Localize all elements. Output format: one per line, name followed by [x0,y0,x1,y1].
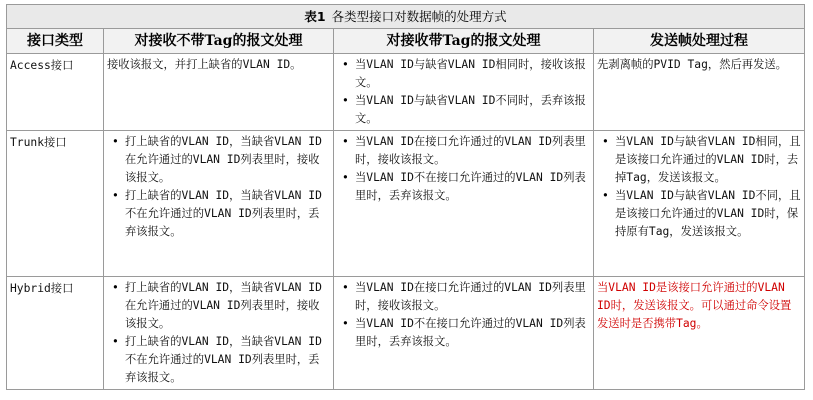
list-item: • 打上缺省的VLAN ID，当缺省VLAN ID不在允许通过的VLAN ID列表里时，丢弃该报文。 [125,333,330,387]
caption-number: 表1 [304,9,326,24]
trunk-send-cell [594,131,805,277]
list-item: • 当VLAN ID与缺省VLAN ID相同，且是该接口允许通过的VLAN ID时，去掉Tag，发送该报文。 [615,133,801,187]
access-tagged-cell [334,54,594,131]
trunk-untagged-list [107,133,330,241]
hybrid-untagged-cell [104,277,334,390]
table-row-access [7,54,805,131]
interface-frame-table [6,4,805,390]
hybrid-untagged-list [107,279,330,387]
list-item: • 当VLAN ID不在接口允许通过的VLAN ID列表里时，丢弃该报文。 [355,315,590,351]
list-item: • 打上缺省的VLAN ID，当缺省VLAN ID不在允许通过的VLAN ID列表里时，丢弃该报文。 [125,187,330,241]
list-item: • 打上缺省的VLAN ID，当缺省VLAN ID在允许通过的VLAN ID列表里时，接收该报文。 [125,279,330,333]
header-row [7,29,805,54]
access-untagged-cell [104,54,334,131]
access-untagged-text: 接收该报文，并打上缺省的VLAN ID。 [107,58,302,71]
row-type-access: Access接口 [7,54,104,131]
access-send-text: 先剥离帧的PVID Tag，然后再发送。 [597,58,787,71]
list-item: • 当VLAN ID在接口允许通过的VLAN ID列表里时，接收该报文。 [355,279,590,315]
list-item: • 当VLAN ID与缺省VLAN ID相同时，接收该报文。 [355,56,590,92]
row-type-trunk: Trunk接口 [7,131,104,277]
header-untagged: 对接收不带Tag的报文处理 [104,29,334,54]
list-item: • 打上缺省的VLAN ID，当缺省VLAN ID在允许通过的VLAN ID列表里时，接收该报文。 [125,133,330,187]
trunk-tagged-cell [334,131,594,277]
list-item: • 当VLAN ID与缺省VLAN ID不同时，丢弃该报文。 [355,92,590,128]
list-item: • 当VLAN ID在接口允许通过的VLAN ID列表里时，接收该报文。 [355,133,590,169]
trunk-send-list [597,133,801,241]
list-item: • 当VLAN ID不在接口允许通过的VLAN ID列表里时，丢弃该报文。 [355,169,590,205]
trunk-untagged-cell [104,131,334,277]
hybrid-tagged-cell [334,277,594,390]
caption-text: 各类型接口对数据帧的处理方式 [331,9,507,24]
table-row-trunk [7,131,805,277]
table-container [6,4,804,390]
header-tagged: 对接收带Tag的报文处理 [334,29,594,54]
table-row-hybrid [7,277,805,390]
list-item: • 当VLAN ID与缺省VLAN ID不同，且是该接口允许通过的VLAN ID时，保持原有Tag，发送该报文。 [615,187,801,241]
hybrid-send-cell [594,277,805,390]
trunk-tagged-list [337,133,590,205]
header-interface-type: 接口类型 [7,29,104,54]
hybrid-send-text: 当VLAN ID是该接口允许通过的VLAN ID时，发送该报文。可以通过命令设置发送时是否携带Tag。 [597,281,792,330]
access-send-cell [594,54,805,131]
table-caption [7,5,805,29]
header-send: 发送帧处理过程 [594,29,805,54]
row-type-hybrid: Hybrid接口 [7,277,104,390]
access-tagged-list [337,56,590,128]
hybrid-tagged-list [337,279,590,351]
